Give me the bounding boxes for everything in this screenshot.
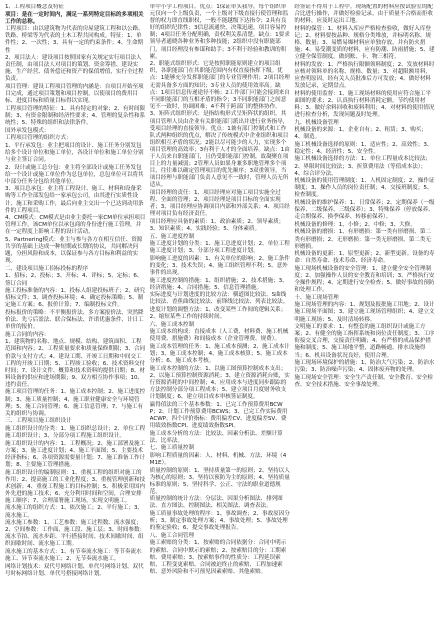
- paragraph: 施工成本的构成：直接成本（人工费、材料费、施工机械使用费、措施费）和间接成本（企业管理费、规费）。: [149, 329, 289, 343]
- paragraph: 工程项目管理的组织方式：: [5, 135, 72, 142]
- paragraph: 机械设备的使用管理制度：1、人机固定制度；2、操作证制度；3、操作人员的岗位责任制；4、交接班制度；5、检查制度。: [294, 178, 435, 199]
- paragraph: 5、Partnering模式：业主与参与各方在相互信任、资源共享的基础上达成一种短期或长期的协议，共同解决问题，分担风险和成本，以保证参与各方目标和利益的实现。: [5, 237, 143, 265]
- paragraph: 施工组织设计的编制原则：1、重视工程的组织对施工的作用；2、提高施工的工业化程度；3、重视管理创新和技术创新；4、重视工程施工的目标控制；5、积极采用国内外先进的施工技术；6、充分利用时间和空间，合理安排施工顺序；7、合理部署施工现场，实现文明施工。: [5, 469, 146, 504]
- paragraph: 1、建筑物的名称、地点、规模、结构、建筑面积、工程范围和内容；2、工程质量要求和质量保修期限；3、合同价款与支付方式；4、建设工期、开竣工日期和中间交工工程的开竣工日期；5、工程竣工验收；6、技术资料交付时间；7、设计文件、概算和技术资料的提供日期；8、材料设备的供应和进场期限；9、双方相互协作事项；10、违约责任。: [5, 339, 146, 388]
- paragraph: 4、CM模式：CM模式是由业主委托一家CM单位承担项目管理工作，该CM单位以承包商的身份进行施工管理，并在一定程度上影响工程的设计活动。: [5, 215, 146, 236]
- paragraph: 施工成本分析的方法：比较法、因素分析法、差额计算法、比率法。: [149, 430, 283, 444]
- paragraph: 2、设计或施工总分包：业主将全部设计或施工任务发包给一个设计或施工单位作为总包单位，总包单位可以将其中部分任务分包给其他单位。: [5, 164, 144, 185]
- paragraph: 九、机械设备管理: [294, 119, 339, 126]
- paragraph: 进度计划的调整方法：1、改变某些工作间的逻辑关系；2、缩短某些工作的持续时间。: [149, 306, 287, 321]
- paragraph: 施工进度计划的分类：1、施工总进度计划；2、单位工程施工进度计划；3、分部分项工程进度计划。: [149, 241, 290, 255]
- paragraph: 实际进度与计划进度的比较方法：横道图比较法、S曲线比较法、香蕉曲线比较法、前锋线比较法、列表比较法。: [149, 292, 289, 306]
- paragraph: 施工现场管理的内容：1、规划及报批施工用地；2、设计施工现场平面图；3、建立施工现场管理组织；4、建立文明施工现场；5、及时清场转移。: [294, 302, 435, 323]
- paragraph: 施工机械设备选择的方法：1、单位工程量成本比较法；2、界限时间比较法；3、折算费用法（等值成本法）；4、综合评分法。: [294, 156, 431, 177]
- paragraph: 施工投标准备的内容：1、投标人组建投标班子；2、研究招标文件；3、调查投标环境；4、确定投标策略；5、制定施工方案；6、报价计算；7、编制投标文件。: [5, 288, 146, 309]
- paragraph: 施工成本管理的任务：1、施工成本预测；2、施工成本计划；3、施工成本控制；4、施工成本核算；5、施工成本分析；6、施工成本考核。: [149, 343, 290, 365]
- paragraph: 材料的发放：1、严格执行限额领料制度；2、发放材料时应核对领料单的名称、规格、数量；3、对超限额用料，应查明原因，经有关人员批准后方可发放；4、做好材料发放记录，定期盘点。: [294, 61, 435, 90]
- paragraph: 机械设备的维护保养：1、日常保养；2、定期保养（一级保养、二级保养、三级保养）；3、特殊保养（停放保养、走合期保养、换季保养、转移前保养）。: [294, 200, 435, 221]
- paragraph: 项目：是在一定时间内，满足一系列特定目标的多项相关工作的总称。: [5, 11, 144, 25]
- paragraph: 项目经理应具备的素质：1、政治素质；2、领导素质；3、知识素质；4、实践经验；5、身体素质。: [149, 218, 285, 232]
- paragraph: 网络计划技术：双代号网络计划、单代号网络计划、双代号时标网络计划、单代号搭接网络计划。: [5, 563, 144, 577]
- paragraph: 施工现场环境保护的措施：1、防治大气污染；2、防治水污染；3、防治噪声污染；4、固体废弃物的处理。: [294, 360, 435, 374]
- paragraph: 2、职能式组织形式：它是按照职能原则建立的项目组织，各职能部门在其职能范围内有权直接指挥下级。优点：1能够充分发挥职能部门的专业管理作用；2项目经理无需具备多方面的知识；3专业人员的使用效率高。缺点：1项目信息传递途径不畅；2工作部门可能会接到来自不同职能部门的互相矛盾的指令；3不同职能部门之间意见不一致时，协调困难；4不利于跨部门的整体协作。: [149, 61, 290, 110]
- paragraph: 流水施工的基本方式：1、有节奏流水施工：等节奏流水施工、异节奏流水施工；2、无节奏流水施工。: [5, 549, 142, 563]
- paragraph: 施工现场机械设备的安全管理：1、建立健全安全管理制度；2、加强操作人员的安全教育和培训；3、严格执行安全操作规程；4、定期进行安全检查；5、做好事故的预防和处理工作。: [294, 265, 435, 294]
- paragraph: 施工质量事故处理的程序：1、事故调查；2、事故原因分析；3、制定事故处理方案；4、事故处理；5、事故处理的鉴定验收；6、提交事故处理报告。: [149, 511, 290, 532]
- paragraph: 五、施工进度控制: [149, 233, 195, 240]
- paragraph: 二、建设项目施工招标投标的程序: [5, 265, 89, 272]
- paragraph: 施工机械设备选择的原则：1、适应性；2、高效性；3、稳定性；4、经济性；5、安全性。: [294, 141, 433, 155]
- paragraph: 影响工程质量的因素：人、材料、机械、方法、环境（4M1E）。: [149, 452, 287, 466]
- paragraph: 七、施工质量控制: [149, 445, 195, 452]
- paragraph: 施工现场安全管理：安全生产责任制、安全教育、安全检查、安全技术措施、安全事故处理。: [294, 374, 433, 388]
- paragraph: 机械设备的更新：1、原型更新；2、新型更新。设备的寿命：自然寿命、技术寿命、经济寿命。: [294, 251, 435, 265]
- paragraph: 施工进度控制的措施：1、组织措施；2、技术措施；3、经济措施；4、合同措施；5、信息管理措施。: [149, 277, 288, 291]
- paragraph: 文明施工的要求：1、有整套的施工组织设计或施工方案；2、有健全的施工指挥系统和岗位责任制度；3、工序衔接交叉合理，交接责任明确；4、有严格的成品保护措施和制度；5、施工场地平整，道路畅通，排水设施得当；6、机具设备状况良好，使用合理。: [294, 324, 435, 359]
- paragraph: 质量控制的原则：1、坚持质量第一的原则；2、坚持以人为核心的原则；3、坚持以预防为主的原则；4、坚持质量标准的原则；5、坚持科学、公正、守法的职业道德规范。: [149, 467, 290, 495]
- paragraph: 机械设备的修理：1、小修；2、中修；3、大修。: [294, 221, 416, 228]
- paragraph: 经签证不得用于工程中。现场配置的材料应按试验室的配合比进行操作，并做好检验记录。由于质量不合格而拒收的材料，应及时运出工地。: [294, 4, 433, 25]
- paragraph: 施工合同的内容：: [5, 331, 50, 338]
- paragraph: 2、项目法人：建设项目按照国家有关规定实行项目法人责任制，由项目法人对项目的策划、资金筹措、建设实施、生产经营、债务偿还和资产的保值增值，实行全过程负责。: [5, 55, 144, 83]
- paragraph: 赢得值法的三个基本参数：1、已完工作预算费用BCWP；2、计划工作预算费用BCWS；3、已完工作实际费用ACWP。四个评价指标：费用偏差CV、进度偏差SV、费用绩效指数CPI、进度绩效指数SPI。: [149, 401, 288, 429]
- paragraph: 材料的使用监督：1、施工现场材料的使用应符合施工平面图的要求；2、认真执行材料消耗定额，节约使用材料；3、做好余料回收和废料利用；4、对材料的使用情况进行检查分析，发现问题及时处理。: [294, 90, 435, 118]
- paragraph: 项目管理：建设工程项目管理的内涵是：自项目开始至项目完成，通过项目策划和项目控制，以使项目的费用目标、进度目标和质量目标得以实现。: [5, 84, 144, 105]
- paragraph: 流水施工参数：1、工艺参数：施工过程数、流水强度；2、空间参数：工作面、施工段、施工层；3、时间参数：流水节拍、流水步距、平行搭接时间、技术间歇时间、组织间歇时间、流水施工工期。: [5, 520, 146, 548]
- paragraph: 流水施工的组织方式：1、依次施工；2、平行施工；3、流水施工。: [5, 505, 144, 519]
- text-column-middle: [150, 4, 291, 616]
- paragraph: 3、项目总承包：业主将工程设计、施工、材料和设备采购等工作全部发包给一家承包公司，由其进行实质性设计、施工和采购工作，最后向业主交出一个已达到动用条件的工程项目。: [5, 186, 144, 214]
- paragraph: 材料的保管：1、材料入库应严格检查验收，做好入库登记；2、材料要按品种、规格分类堆放，并标明名称、规格、数量；3、易燃易爆材料应单独存放，并有防火措施；4、易受潮变质的材料，应有防潮、防雨措施；5、建立健全保管制度，做到账、卡、物三相符。: [294, 25, 435, 61]
- text-column-right: [294, 4, 435, 616]
- paragraph: 施工组织设计的分类：1、施工组织总设计；2、单位工程施工组织设计；3、分部分项工程施工组织设计。: [5, 425, 146, 440]
- paragraph: 1、工程项目概念及特征: [5, 4, 64, 10]
- paragraph: 国外承发包模式：: [5, 127, 50, 134]
- paragraph: 投标报价的策略：不平衡报价法、多方案报价法、突然降价法、先亏后盈法、联合保标法、许诺优惠条件、计日工单价的报价。: [5, 309, 144, 331]
- paragraph: 八、施工合同管理: [149, 532, 195, 539]
- paragraph: 三、工程项目施工组织设计: [5, 418, 72, 425]
- paragraph: 影响施工进度的因素：1、有关单位的影响；2、施工条件的变化；3、技术失误；4、施工组织管理不利；5、意外事件的出现。: [149, 255, 290, 276]
- paragraph: 项目经理的责任：1、项目经理应对施工项目实施全过程、全面的管理；2、项目经理是项目目标的全面实现者；3、项目经理应协调项目内部和外部关系；4、项目经理对项目负有经济责任。: [149, 189, 290, 218]
- paragraph: 施工成本控制的方法：1、以施工图预算控制成本支出；2、以施工预算控制资源消耗；3、建立资源消耗台账，实行资源消耗的中间控制；4、应用成本与进度同步跟踪的方法控制分部分项工程成本；5、建立项目月度财务收支计划制度；6、建立项目成本审核签证制度。: [149, 365, 290, 401]
- paragraph: 单中小学工程项目。优点：1保证单头我导，每个组织单元仅向一个上级负责，一个上级对下级直接行使管理和监督的权力即直线职权，一般不能越级下达指令；2具有良好的组织纪律性；3信息流通快，决策迅速，项目容易控制；4项目任务分配明确，责权利关系清楚。缺点：1要求领导者通晓各种业务和多种技能；2组织中没有职能部门，项目经理没有参谋和助手；3不利于经验和教训的积累。: [149, 4, 290, 60]
- paragraph: 工程项目管理的特征：1、具有特定的对象；2、有时间限制；3、有资金限制和经济性要求；4、管理的复杂性和系统性；5、特殊的组织和法律条件。: [5, 105, 146, 126]
- paragraph: 施工索赔的分类：1、按索赔的合同依据分：合同中明示的索赔、合同中默示的索赔；2、按索赔目的分：工期索赔、费用索赔；3、按索赔事件的性质分：工程延误索赔、工程变更索赔、合同被迫终止的索赔、工程加速索赔、意外风险和不可预见因素索赔、其他索赔。: [149, 540, 287, 575]
- paragraph: 1、招标；2、投标；3、开标；4、评标；5、定标；6、签订合同: [5, 273, 143, 287]
- paragraph: 施工项目管理的任务：1、施工成本控制；2、施工进度控制；3、施工质量控制；4、施工职业健康安全与环境管理；5、施工合同管理；6、施工信息管理；7、与施工有关的组织与协调。: [5, 389, 146, 417]
- paragraph: 机械设备的磨损：1、有形磨损：第一类有形磨损、第二类有形磨损；2、无形磨损：第一类无形磨损、第二类无形磨损。: [294, 229, 431, 250]
- text-column-left: [5, 4, 146, 616]
- paragraph: 3、矩阵式组织形式：是指结构形式呈矩阵状的组织，其项目管理人员由企业有关职能部门派出并进行业务指导，受项目经理的直接领导。优点：1兼有部门控制式和工作队式两种组织的优点，解决了传统模式中企业组织和项目组织相互矛盾的状况；2能以尽可能少的人力，实现多个项目管理的高效率；3有利于人才的全面培养。缺点：1由于人员来自职能部门，且仍受职能部门控制，故凝聚在项目上的力量减弱；2管理人员如果身兼多职地管理多个项目，往往难以确定管理项目的优先顺序；3双重领导，当项目经理与职能部门负责人意见不一致时，管理人员无所适从。: [149, 111, 290, 189]
- paragraph: 工程项目：由以建筑物为代表的房屋建筑工程和以公路、铁路、桥梁等为代表的土木工程共同构成。特征：1、单件性；2、一次性；3、具有一定的约束条件；4、生命期性: [5, 26, 144, 54]
- paragraph: 六、施工成本控制: [149, 321, 195, 328]
- paragraph: 质量控制的统计方法：分层法、因果分析图法、排列图法、直方图法、控制图法、相关图法、调查表法。: [149, 496, 283, 510]
- paragraph: 十、施工现场管理: [294, 294, 339, 301]
- paragraph: 机械设备的来源：1、企业自有；2、租赁；3、购买；4、制造。: [294, 127, 427, 141]
- paragraph: 施工组织设计的内容：1、工程概况；2、施工部署及施工方案；3、施工进度计划；4、施工平面图；5、主要技术经济指标；6、各项资源需要量计划；7、施工准备工作计划；8、主要施工管理措施。: [5, 440, 146, 468]
- paragraph: 1、平行承发包：业主把项目的设计、施工任务分别发包给多个设计单位和施工单位，各设计单位和施工单位分别与业主签订合同。: [5, 142, 144, 163]
